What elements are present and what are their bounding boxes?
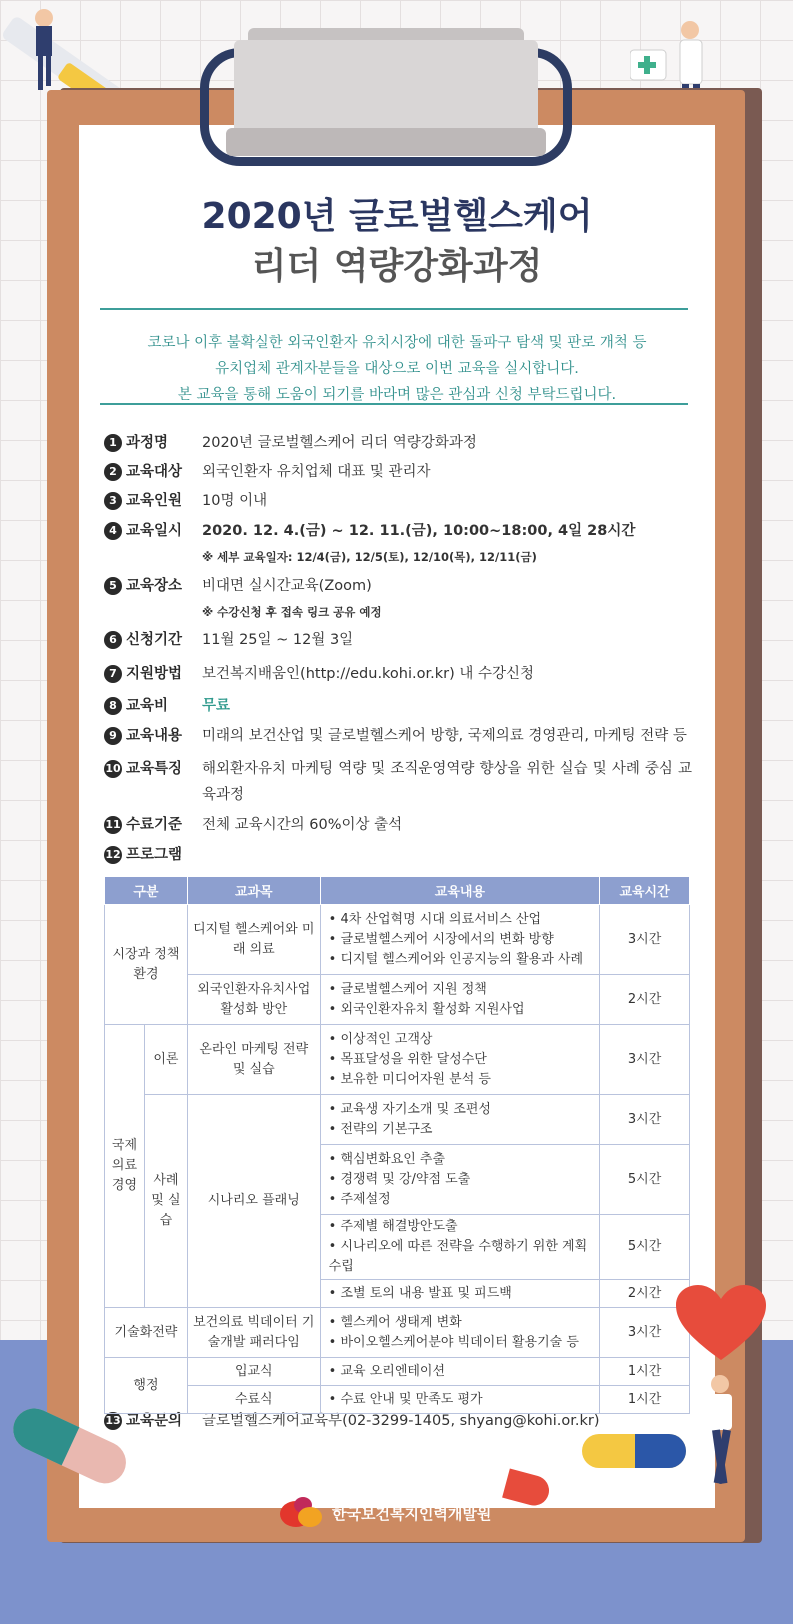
- divider-top: [100, 308, 688, 310]
- content-line: • 전략의 기본구조: [328, 1121, 433, 1137]
- table-row: [105, 905, 690, 975]
- number-badge: 11: [104, 816, 122, 834]
- table-row: [105, 1358, 690, 1386]
- subgroup-cell: 이론: [144, 1025, 187, 1095]
- content-cell: [320, 1280, 599, 1308]
- group-cell: 행정: [105, 1358, 188, 1414]
- info-note: ※ 수강신청 후 접속 링크 공유 예정: [202, 605, 382, 619]
- org-logo: [280, 1495, 540, 1535]
- header-category: 구분: [105, 877, 188, 905]
- number-badge: 4: [104, 522, 122, 540]
- info-label: 교육일시: [126, 523, 183, 539]
- info-label: 수료기준: [126, 817, 183, 833]
- subject-cell: 입교식: [187, 1358, 320, 1386]
- title-line-1: 2020년 글로벌헬스케어: [201, 196, 593, 237]
- content-cell: [320, 1025, 599, 1095]
- header-content: 교육내용: [320, 877, 599, 905]
- logo-mark: [298, 1507, 322, 1527]
- header-subject: 교과목: [187, 877, 320, 905]
- content-line: • 4차 산업혁명 시대 의료서비스 산업: [328, 911, 542, 927]
- info-label: 과정명: [126, 435, 169, 451]
- content-line: • 시나리오에 따른 전략을 수행하기 위한 계획 수립: [328, 1239, 588, 1274]
- info-value: 10명 이내: [202, 493, 268, 509]
- content-cell: [320, 1358, 599, 1386]
- info-value: 무료: [202, 698, 231, 714]
- content-line: • 교육 오리엔테이션: [328, 1363, 446, 1379]
- org-name: 한국보건복지인력개발원: [332, 1505, 492, 1523]
- program-table: [104, 876, 690, 1414]
- info-label: 교육특징: [126, 761, 183, 777]
- content-line: • 글로벌헬스케어 지원 정책: [328, 981, 487, 997]
- hours-cell: 1시간: [600, 1386, 690, 1414]
- page-title: [79, 192, 715, 292]
- number-badge: 3: [104, 492, 122, 510]
- content-line: • 디지털 헬스케어와 인공지능의 활용과 사례: [328, 951, 584, 967]
- content-cell: [320, 1095, 599, 1145]
- info-value: 비대면 실시간교육(Zoom): [202, 578, 372, 594]
- hours-cell: 5시간: [600, 1145, 690, 1215]
- subgroup-cell: 사례 및 실습: [144, 1095, 187, 1308]
- content-line: • 헬스케어 생태계 변화: [328, 1314, 462, 1330]
- content-line: • 수료 안내 및 만족도 평가: [328, 1391, 483, 1407]
- hours-cell: 3시간: [600, 905, 690, 975]
- info-label: 교육문의: [126, 1413, 183, 1429]
- title-line-2: 리더 역량강화과정: [251, 246, 543, 287]
- hours-cell: 5시간: [600, 1215, 690, 1280]
- number-badge: 10: [104, 760, 122, 778]
- content-line: • 목표달성을 위한 달성수단: [328, 1051, 487, 1067]
- number-badge: 2: [104, 463, 122, 481]
- hours-cell: 3시간: [600, 1025, 690, 1095]
- info-label: 신청기간: [126, 632, 183, 648]
- hours-cell: 3시간: [600, 1308, 690, 1358]
- hours-cell: 2시간: [600, 975, 690, 1025]
- number-badge: 13: [104, 1412, 122, 1430]
- info-label: 교육장소: [126, 578, 183, 594]
- info-value: 보건복지배움인(http://edu.kohi.or.kr) 내 수강신청: [202, 666, 535, 682]
- subject-cell: 수료식: [187, 1386, 320, 1414]
- table-header-row: [105, 877, 690, 905]
- info-label: 지원방법: [126, 666, 183, 682]
- content-cell: [320, 905, 599, 975]
- content-line: • 주제설정: [328, 1191, 391, 1207]
- number-badge: 8: [104, 697, 122, 715]
- intro-line: 본 교육을 통해 도움이 되기를 바라며 많은 관심과 신청 부탁드립니다.: [177, 387, 617, 403]
- table-row: [105, 975, 690, 1025]
- clipboard-clip-base: [226, 128, 546, 156]
- intro-line: 유치업체 관계자분들을 대상으로 이번 교육을 실시합니다.: [215, 361, 579, 377]
- info-label: 교육대상: [126, 464, 183, 480]
- heart-illustration: [676, 1285, 766, 1365]
- content-line: • 외국인환자유치 활성화 지원사업: [328, 1001, 525, 1017]
- number-badge: 7: [104, 665, 122, 683]
- subject-cell: 외국인환자유치사업 활성화 방안: [187, 975, 320, 1025]
- hours-cell: 1시간: [600, 1358, 690, 1386]
- number-badge: 5: [104, 577, 122, 595]
- content-line: • 보유한 미디어자원 분석 등: [328, 1071, 491, 1087]
- content-line: • 주제별 해결방안도출: [328, 1219, 458, 1234]
- number-badge: 12: [104, 846, 122, 864]
- info-value: 미래의 보건산업 및 글로벌헬스케어 방향, 국제의료 경영관리, 마케팅 전략 등: [202, 728, 687, 744]
- info-value: 글로벌헬스케어교육부(02-3299-1405, shyang@kohi.or.kr): [202, 1413, 600, 1429]
- content-cell: [320, 1145, 599, 1215]
- content-line: • 핵심변화요인 추출: [328, 1151, 446, 1167]
- info-value: 2020. 12. 4.(금) ~ 12. 11.(금), 10:00~18:00, 4일 28시간: [202, 523, 636, 539]
- group-cell: 국제 의료 경영: [105, 1025, 145, 1308]
- clipboard-clip: [234, 40, 538, 134]
- subject-cell: 온라인 마케팅 전략 및 실습: [187, 1025, 320, 1095]
- content-line: • 바이오헬스케어분야 빅데이터 활용기술 등: [328, 1334, 579, 1350]
- content-cell: [320, 1308, 599, 1358]
- content-line: • 이상적인 고객상: [328, 1031, 433, 1047]
- subject-cell: 디지털 헬스케어와 미래 의료: [187, 905, 320, 975]
- subject-cell: 시나리오 플래닝: [187, 1095, 320, 1308]
- info-value: 11월 25일 ~ 12월 3일: [202, 632, 354, 648]
- intro-text: [90, 330, 704, 408]
- hours-cell: 2시간: [600, 1280, 690, 1308]
- capsule-right-illustration: [580, 1430, 690, 1474]
- group-cell: 기술화전략: [105, 1308, 188, 1358]
- content-line: • 교육생 자기소개 및 조편성: [328, 1101, 491, 1117]
- content-line: • 조별 토의 내용 발표 및 피드백: [328, 1285, 512, 1301]
- info-value: 해외환자유치 마케팅 역량 및 조직운영역량 향상을 위한 실습 및 사례 중심 교육과정: [202, 761, 692, 803]
- table-row: [105, 1095, 690, 1145]
- table-row: [105, 1025, 690, 1095]
- table-row: [105, 1386, 690, 1414]
- content-line: • 글로벌헬스케어 시장에서의 변화 방향: [328, 931, 554, 947]
- info-label: 교육비: [126, 698, 169, 714]
- info-note: ※ 세부 교육일자: 12/4(금), 12/5(토), 12/10(목), 12/11(금): [202, 550, 537, 564]
- person-holding-heart-illustration: [690, 1360, 760, 1500]
- number-badge: 6: [104, 631, 122, 649]
- info-value: 외국인환자 유치업체 대표 및 관리자: [202, 464, 431, 480]
- content-cell: [320, 1215, 599, 1280]
- info-label: 교육내용: [126, 728, 183, 744]
- intro-line: 코로나 이후 불확실한 외국인환자 유치시장에 대한 돌파구 탐색 및 판로 개척 등: [147, 335, 647, 351]
- content-cell: [320, 1386, 599, 1414]
- capsule-left-illustration: [0, 1400, 140, 1490]
- info-value: 전체 교육시간의 60%이상 출석: [202, 817, 403, 833]
- subject-cell: 보건의료 빅데이터 기술개발 패러다임: [187, 1308, 320, 1358]
- group-cell: 시장과 정책 환경: [105, 905, 188, 1025]
- divider-bottom: [100, 403, 688, 405]
- info-value: 2020년 글로벌헬스케어 리더 역량강화과정: [202, 435, 477, 451]
- number-badge: 1: [104, 434, 122, 452]
- info-label: 프로그램: [126, 847, 183, 863]
- info-label: 교육인원: [126, 493, 183, 509]
- header-hours: 교육시간: [600, 877, 690, 905]
- content-line: • 경쟁력 및 강/약점 도출: [328, 1171, 471, 1187]
- table-row: [105, 1308, 690, 1358]
- hours-cell: 3시간: [600, 1095, 690, 1145]
- content-cell: [320, 975, 599, 1025]
- number-badge: 9: [104, 727, 122, 745]
